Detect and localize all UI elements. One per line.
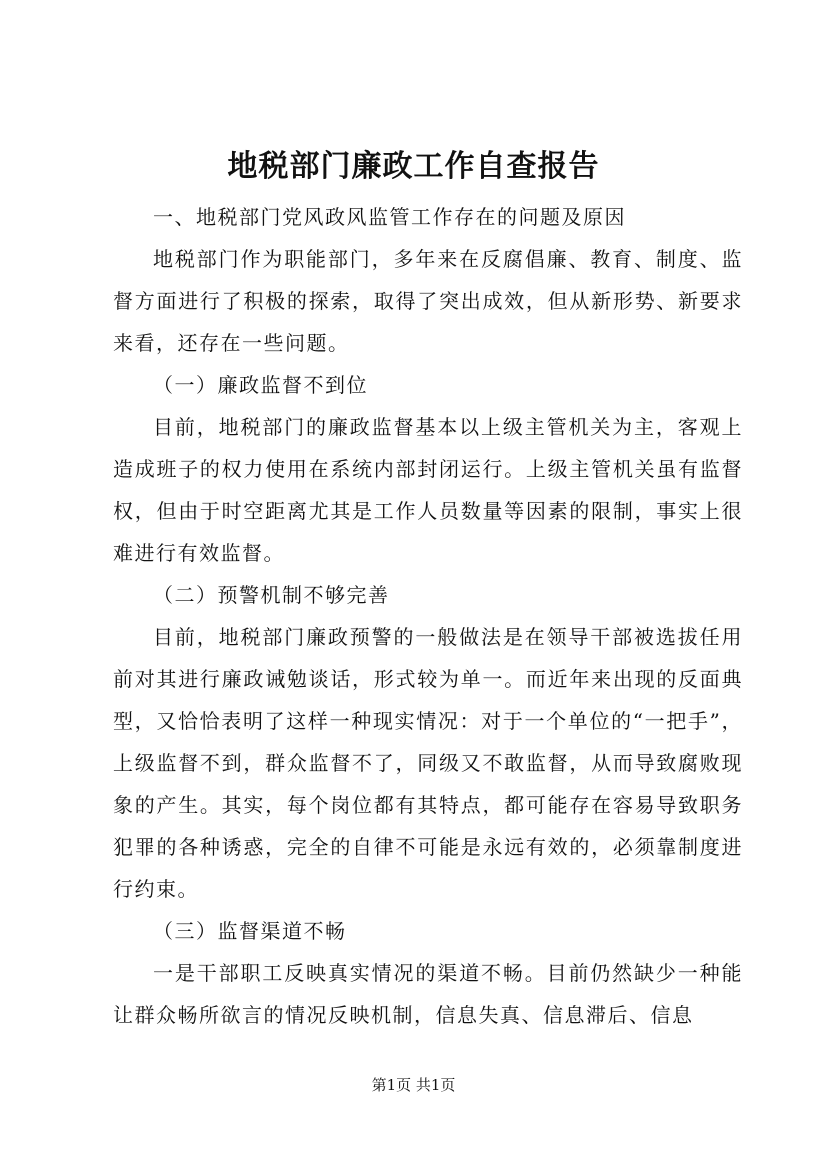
body-paragraph: 一是干部职工反映真实情况的渠道不畅。目前仍然缺少一种能让群众畅所欲言的情况反映机制，信息失真、信息滞后、信息 [113, 961, 743, 1027]
subsection-heading: （三）监督渠道不畅 [153, 919, 347, 943]
body-paragraph: 地税部门作为职能部门，多年来在反腐倡廉、教育、制度、监督方面进行了积极的探索，取得了突出成效，但从新形势、新要求来看，还存在一些问题。 [113, 247, 743, 355]
page-footer: 第1页 共1页 [371, 1076, 456, 1094]
subsection-heading: （二）预警机制不够完善 [153, 583, 390, 607]
body-paragraph: 目前，地税部门的廉政监督基本以上级主管机关为主，客观上造成班子的权力使用在系统内部封闭运行。上级主管机关虽有监督权，但由于时空距离尤其是工作人员数量等因素的限制，事实上很难进行有效监督。 [113, 415, 743, 565]
body-paragraph: 目前，地税部门廉政预警的一般做法是在领导干部被选拔任用前对其进行廉政诫勉谈话，形式较为单一。而近年来出现的反面典型，又恰恰表明了这样一种现实情况：对于一个单位的“一把手”，上级监督不到，群众监督不了，同级又不敢监督，从而导致腐败现象的产生。其实，每个岗位都有其特点，都可能存在容易导致职务犯罪的各种诱惑，完全的自律不可能是永远有效的，必须靠制度进行约束。 [113, 625, 743, 901]
document-title: 地税部门廉政工作自查报告 [227, 149, 600, 184]
document-body [113, 196, 743, 1036]
subsection-heading: （一）廉政监督不到位 [153, 373, 368, 397]
section-heading: 一、地税部门党风政风监管工作存在的问题及原因 [153, 205, 626, 229]
